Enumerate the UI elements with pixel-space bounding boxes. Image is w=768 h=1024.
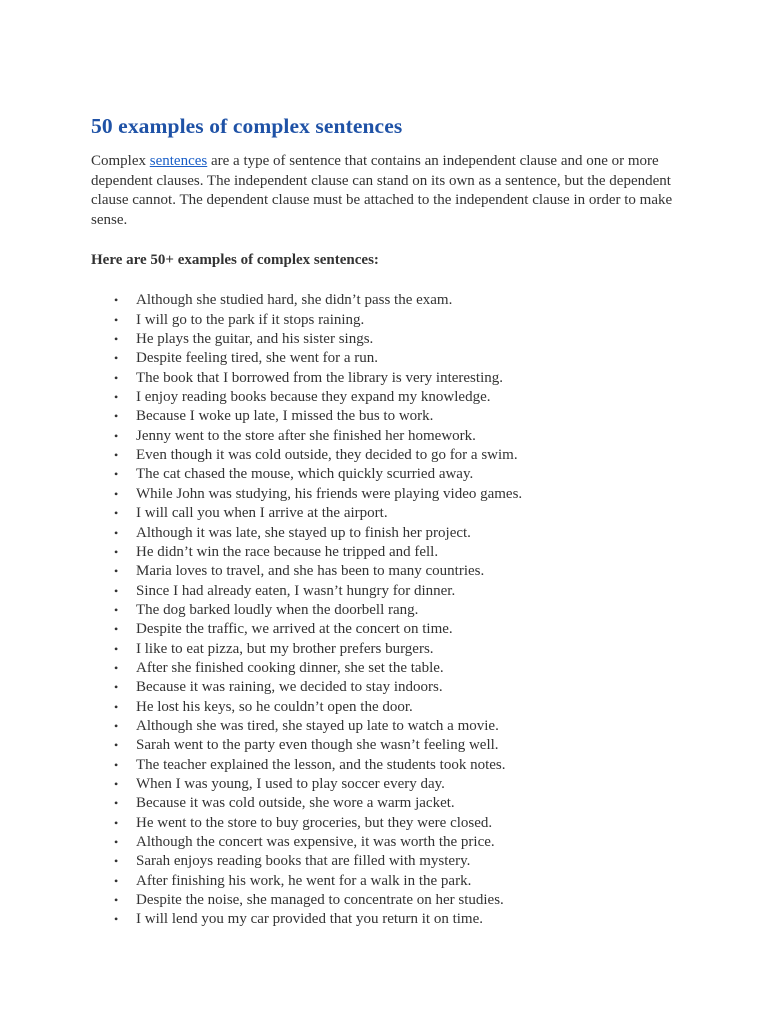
bullet-icon: • (114, 699, 119, 714)
bullet-icon: • (114, 815, 119, 830)
list-item-text: Despite the noise, she managed to concentrate on her studies. (136, 892, 504, 909)
examples-heading: Here are 50+ examples of complex sentences: (91, 252, 379, 269)
list-item-text: Despite feeling tired, she went for a run. (136, 350, 378, 367)
list-item-text: When I was young, I used to play soccer every day. (136, 775, 445, 792)
list-item (114, 562, 681, 581)
bullet-icon: • (114, 544, 119, 559)
bullet-icon: • (114, 622, 119, 637)
bullet-icon: • (114, 370, 119, 385)
list-item-text: Because it was raining, we decided to stay indoors. (136, 679, 443, 696)
list-item (114, 330, 681, 349)
list-item (114, 601, 681, 620)
list-item-text: Since I had already eaten, I wasn’t hungry for dinner. (136, 582, 456, 599)
bullet-icon: • (114, 873, 119, 888)
list-item (114, 504, 681, 523)
bullet-icon: • (114, 390, 119, 405)
intro-text-after-link: are a type of sentence that contains an independent clause and one or more dependent clauses. The independent clause can stand on its own as a sentence, but the dependent clause cannot. The dependent clause must be attached to the independent clause in order to make sense. (91, 153, 673, 228)
document-content (91, 112, 681, 930)
page-title: 50 examples of complex sentences (91, 114, 403, 138)
list-item-text: After she finished cooking dinner, she set the table. (136, 659, 444, 676)
list-item (114, 717, 681, 736)
bullet-icon: • (114, 680, 119, 695)
list-item-text: The dog barked loudly when the doorbell rang. (136, 601, 419, 618)
list-item (114, 852, 681, 871)
list-item-text: I enjoy reading books because they expand my knowledge. (136, 389, 491, 406)
list-item (114, 698, 681, 717)
bullet-icon: • (114, 893, 119, 908)
list-item-text: He plays the guitar, and his sister sings. (136, 331, 374, 348)
list-item-text: After finishing his work, he went for a walk in the park. (136, 872, 472, 889)
list-item-text: Although the concert was expensive, it was worth the price. (136, 834, 495, 850)
list-item-text: The cat chased the mouse, which quickly scurried away. (136, 466, 474, 483)
list-item (114, 582, 681, 601)
list-item-text: Because it was cold outside, she wore a warm jacket. (136, 795, 455, 812)
list-item (114, 446, 681, 465)
list-item (114, 349, 681, 368)
list-item (114, 524, 681, 543)
bullet-icon: • (114, 293, 119, 308)
list-item (114, 620, 681, 639)
examples-list (91, 291, 681, 929)
bullet-icon: • (114, 718, 119, 733)
list-item (114, 775, 681, 794)
sentences-link[interactable]: sentences (149, 153, 208, 169)
list-item (114, 814, 681, 833)
list-item (114, 291, 681, 310)
bullet-icon: • (114, 564, 119, 579)
list-item (114, 678, 681, 697)
bullet-icon: • (114, 660, 119, 675)
bullet-icon: • (114, 351, 119, 366)
list-item-text: I will call you when I arrive at the airport. (136, 505, 388, 522)
bullet-icon: • (114, 332, 119, 347)
list-item-text: Sarah went to the party even though she wasn’t feeling well. (136, 737, 499, 754)
bullet-icon: • (114, 506, 119, 521)
list-item (114, 794, 681, 813)
bullet-icon: • (114, 525, 119, 540)
bullet-icon: • (114, 776, 119, 791)
list-item (114, 369, 681, 388)
list-item-text: The book that I borrowed from the library is very interesting. (136, 369, 503, 386)
list-item (114, 465, 681, 484)
list-item (114, 891, 681, 910)
bullet-icon: • (114, 428, 119, 443)
list-item-text: I will lend you my car provided that you return it on time. (136, 911, 484, 928)
list-item (114, 910, 681, 929)
list-item-text: The teacher explained the lesson, and the students took notes. (136, 756, 506, 773)
list-item (114, 485, 681, 504)
bullet-icon: • (114, 583, 119, 598)
list-item-text: He didn’t win the race because he tripped and fell. (136, 543, 439, 560)
list-item (114, 311, 681, 330)
list-item (114, 756, 681, 775)
list-item-text: Jenny went to the store after she finished her homework. (136, 427, 476, 444)
bullet-icon: • (114, 312, 119, 327)
list-item-text: Maria loves to travel, and she has been to many countries. (136, 563, 485, 580)
bullet-icon: • (114, 738, 119, 753)
intro-text-before-link: Complex (91, 153, 150, 169)
bullet-icon: • (114, 641, 119, 656)
list-item (114, 833, 681, 852)
bullet-icon: • (114, 486, 119, 501)
bullet-icon: • (114, 912, 119, 927)
bullet-icon: • (114, 757, 119, 772)
list-item-text: Despite the traffic, we arrived at the concert on time. (136, 621, 453, 638)
bullet-icon: • (114, 467, 119, 482)
list-item (114, 640, 681, 659)
list-item-text: Sarah enjoys reading books that are filled with mystery. (136, 853, 471, 870)
list-item (114, 543, 681, 562)
list-item-text: Although it was late, she stayed up to finish her project. (136, 524, 471, 541)
list-item-text: Although she was tired, she stayed up late to watch a movie. (136, 717, 499, 734)
bullet-icon: • (114, 448, 119, 463)
list-item-text: While John was studying, his friends were playing video games. (136, 485, 523, 502)
list-item (114, 872, 681, 891)
list-item-text: I will go to the park if it stops raining. (136, 311, 365, 328)
bullet-icon: • (114, 835, 119, 849)
list-item (114, 407, 681, 426)
list-item-text: Even though it was cold outside, they decided to go for a swim. (136, 447, 518, 464)
intro-paragraph (91, 152, 681, 230)
list-item-text: He lost his keys, so he couldn’t open the door. (136, 698, 413, 715)
list-item (114, 427, 681, 446)
list-item-text: I like to eat pizza, but my brother prefers burgers. (136, 640, 434, 657)
list-item-text: Because I woke up late, I missed the bus to work. (136, 408, 434, 425)
bullet-icon: • (114, 796, 119, 811)
list-item-text: He went to the store to buy groceries, but they were closed. (136, 814, 493, 831)
bullet-icon: • (114, 854, 119, 869)
list-item (114, 388, 681, 407)
bullet-icon: • (114, 602, 119, 617)
list-item (114, 659, 681, 678)
bullet-icon: • (114, 409, 119, 424)
list-item (114, 736, 681, 755)
list-item-text: Although she studied hard, she didn’t pass the exam. (136, 292, 453, 309)
